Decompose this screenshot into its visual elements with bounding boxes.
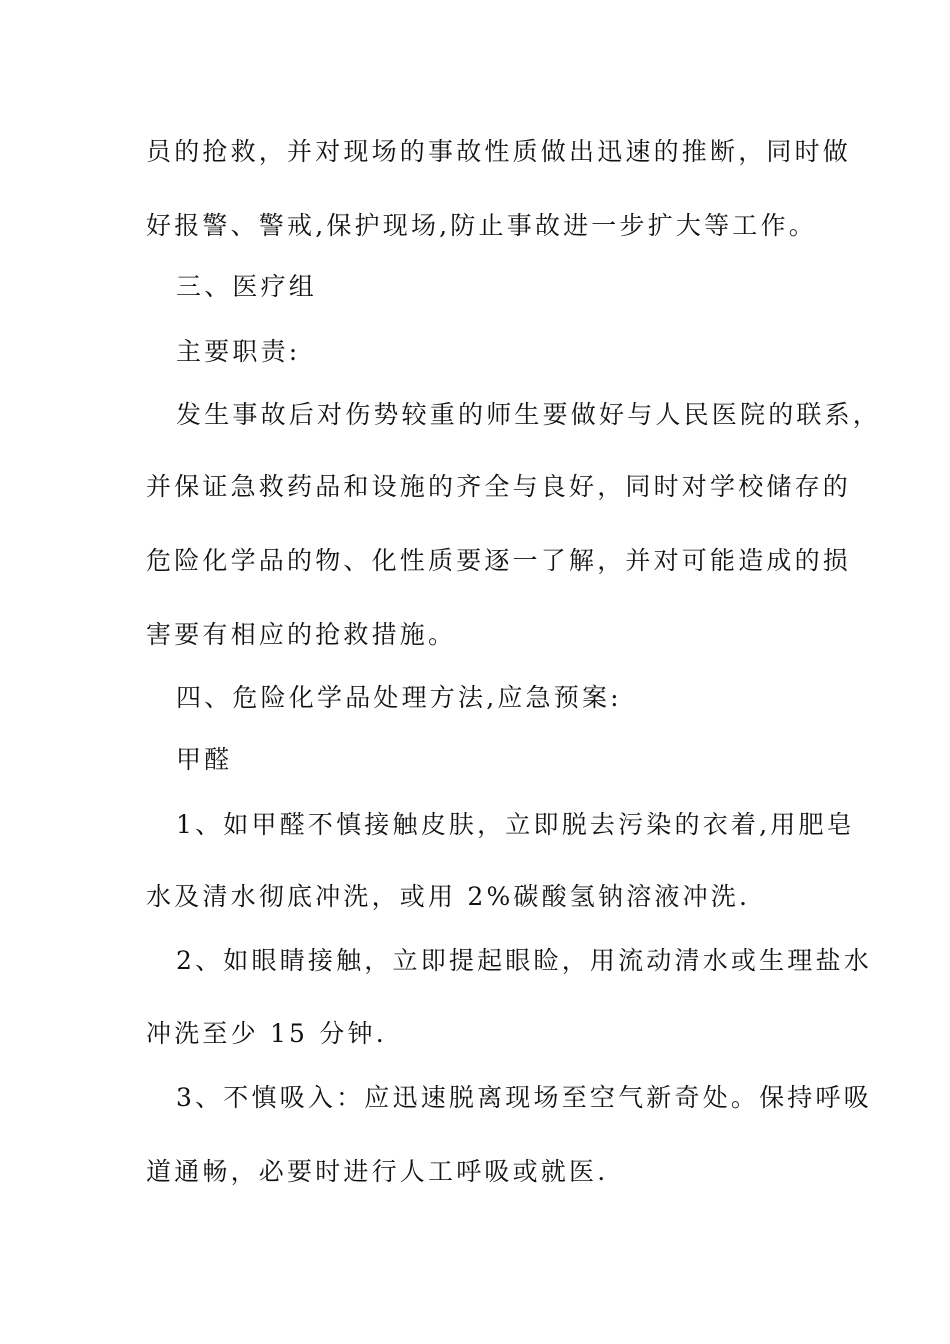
body-text-line: 并保证急救药品和设施的齐全与良好，同时对学校储存的 xyxy=(146,472,852,501)
section-heading: 四、危险化学品处理方法,应急预案: xyxy=(176,683,622,712)
body-text-line: 1、如甲醛不慎接触皮肤，立即脱去污染的衣着,用肥皂 xyxy=(176,810,855,839)
body-text-line: 冲洗至少 15 分钟. xyxy=(146,1019,387,1048)
body-text-line: 员的抢救，并对现场的事故性质做出迅速的推断，同时做 xyxy=(146,137,852,166)
body-text-line: 道通畅，必要时进行人工呼吸或就医. xyxy=(146,1157,609,1186)
subheading: 主要职责: xyxy=(176,337,301,366)
body-text-line: 发生事故后对伤势较重的师生要做好与人民医院的联系， xyxy=(176,400,882,429)
body-text-line: 好报警、警戒,保护现场,防止事故进一步扩大等工作。 xyxy=(146,211,817,240)
body-text-line: 水及清水彻底冲洗，或用 2%碳酸氢钠溶液冲洗. xyxy=(146,882,751,911)
subheading: 甲醛 xyxy=(176,745,233,774)
body-text-line: 3、不慎吸入：应迅速脱离现场至空气新奇处。保持呼吸 xyxy=(176,1083,872,1112)
body-text-line: 2、如眼睛接触，立即提起眼睑，用流动清水或生理盐水 xyxy=(176,946,872,975)
body-text-line: 危险化学品的物、化性质要逐一了解，并对可能造成的损 xyxy=(146,546,852,575)
body-text-line: 害要有相应的抢救措施。 xyxy=(146,620,457,649)
section-heading: 三、医疗组 xyxy=(176,272,318,301)
